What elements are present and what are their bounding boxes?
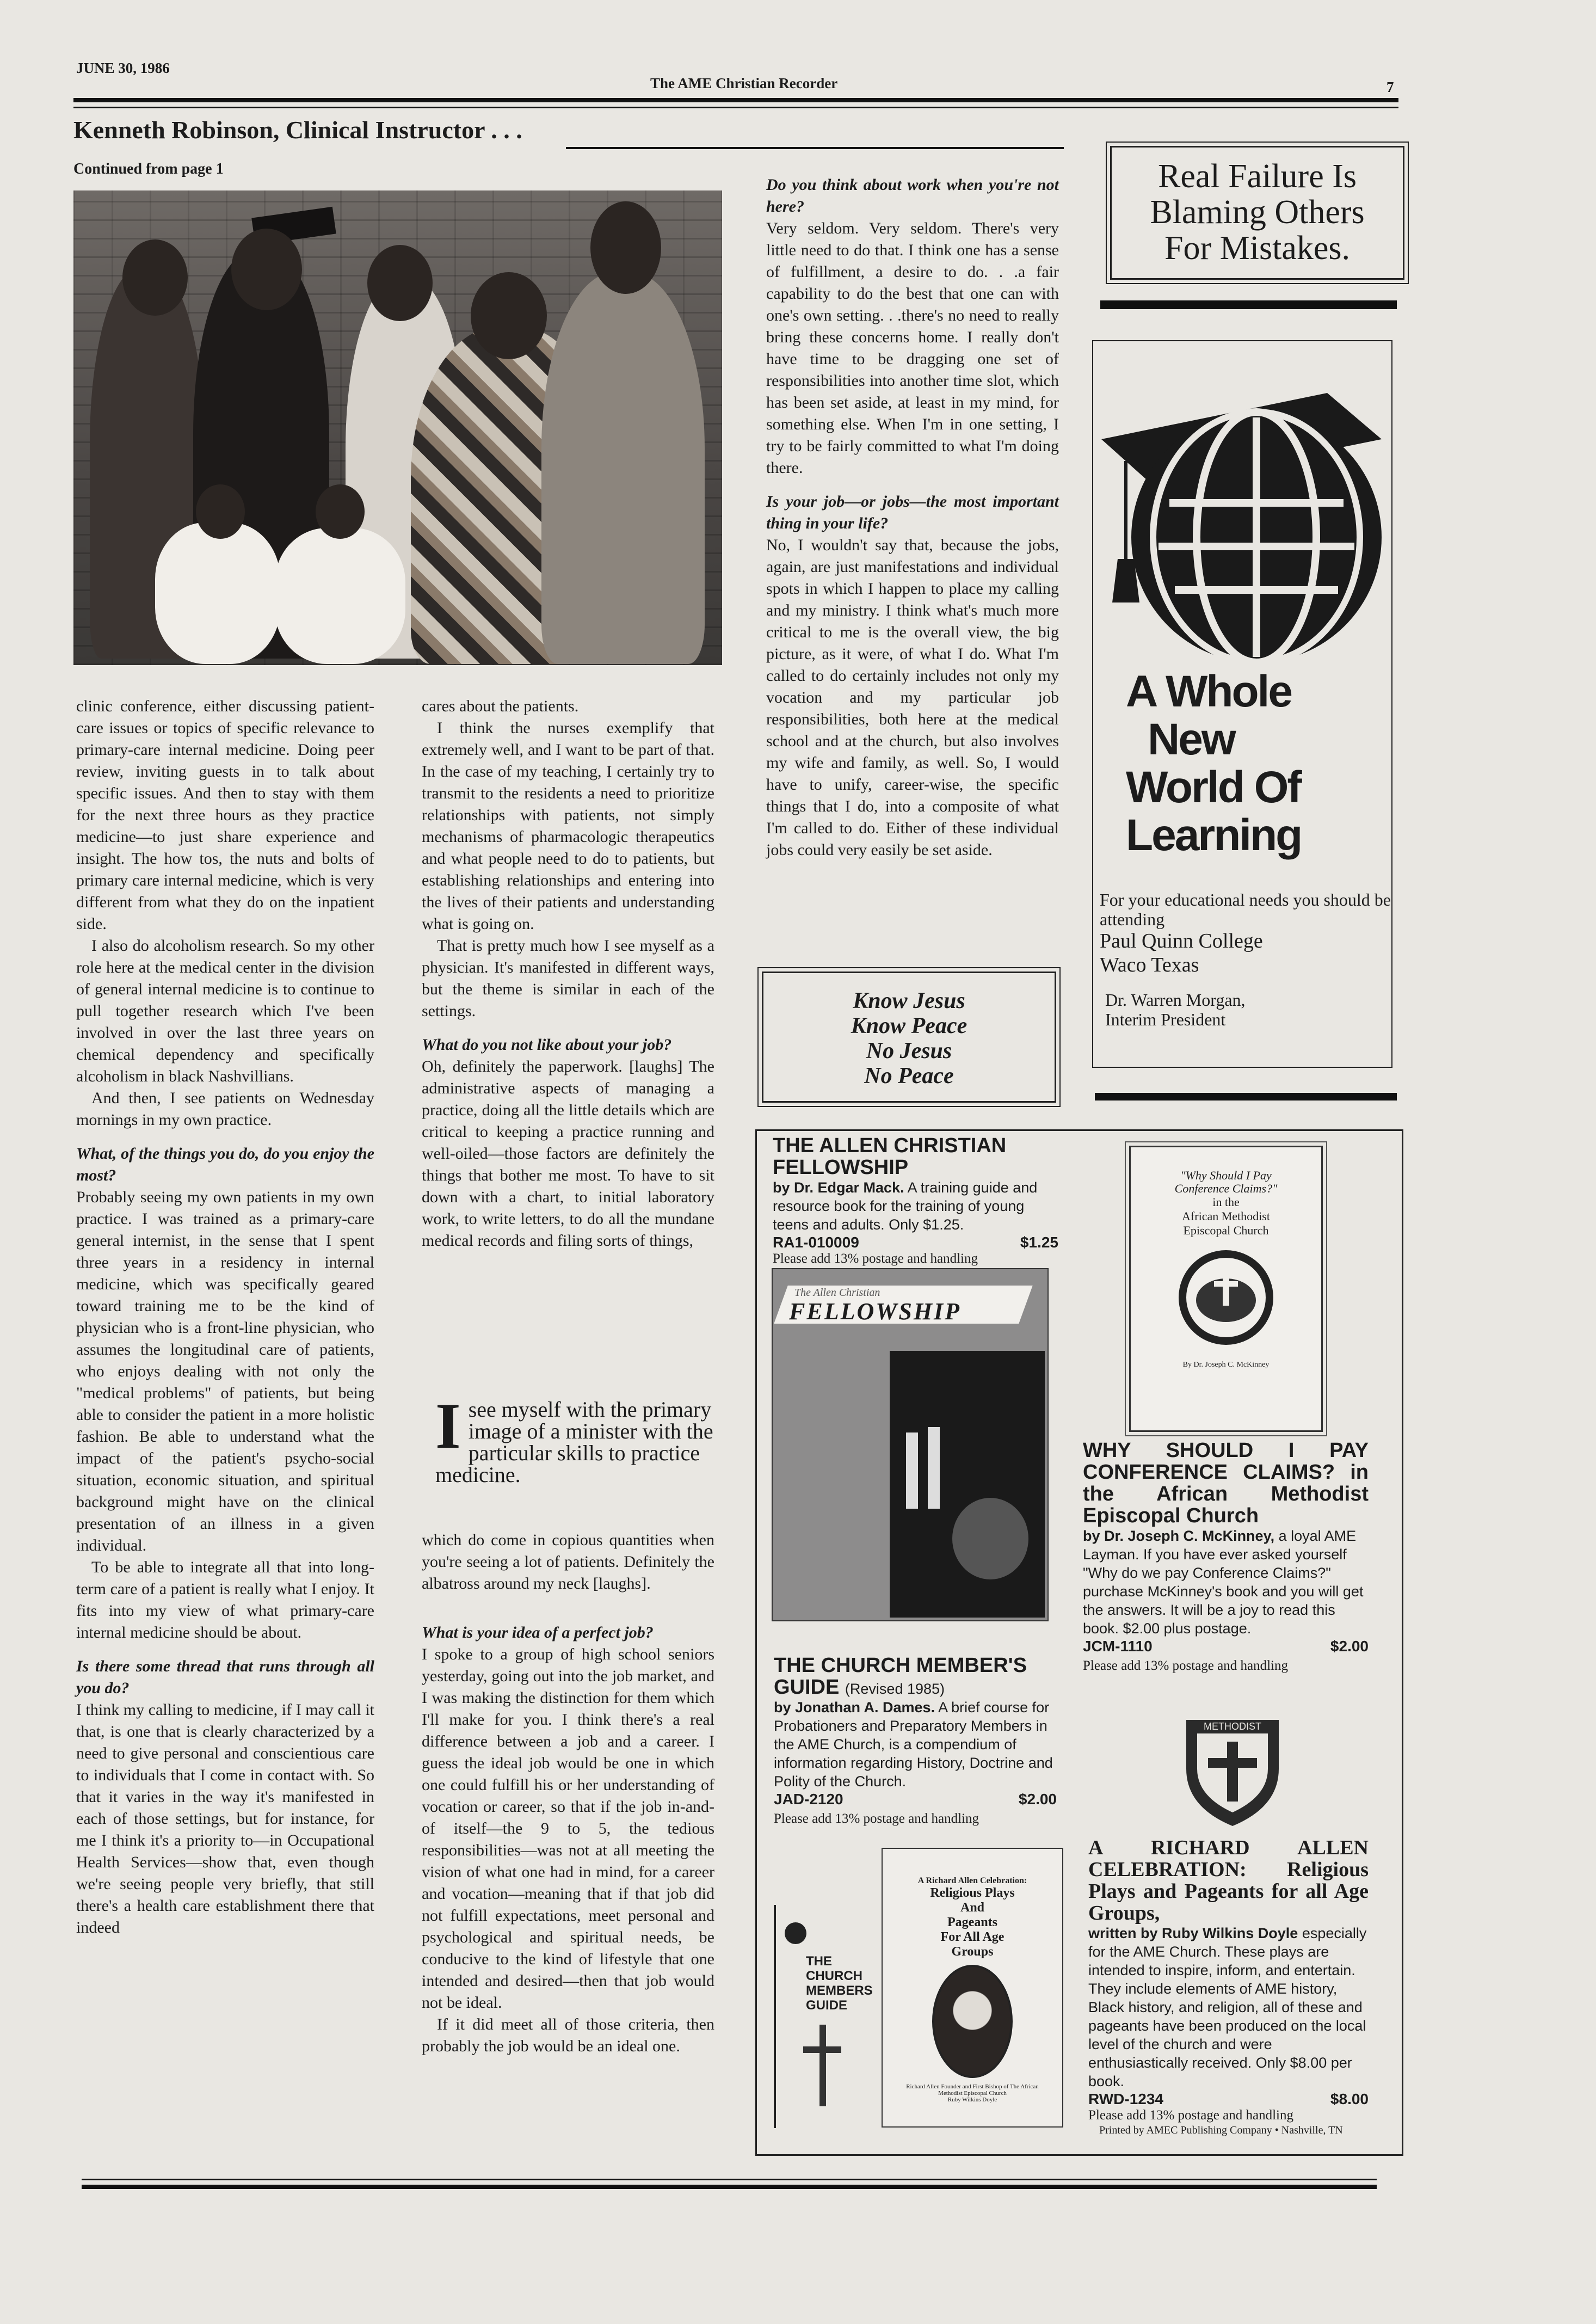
continued-note: Continued from page 1 [73, 161, 224, 177]
real-failure-box: Real Failure Is Blaming Others For Mistakes. [1110, 146, 1404, 280]
methodist-shield-icon [1178, 1709, 1287, 1829]
masthead-rule-thin [73, 107, 1398, 108]
paper-name: The AME Christian Recorder [650, 75, 838, 91]
article-column-3: Do you think about work when you're not here? Very seldom. Very seldom. There's very little need to do that. I think one has a sense of fulfillment, a desire to do. . .a fair capability to do the best that one can with one's own setting. . .there's no need to really bring these concerns home. I really don't have time to be dragging one set of responsibilities into another time slot, which has been set aside, at least in my mind, for something else. When I'm in one setting, I try to be fairly committed to what I'm doing there. Is your job—or jobs—the most important thing in your life? No, I wouldn't say that, because the jobs, again, are just manifestations and individual spots in which I happen to place my calling and my ministry. I think what's much more critical to me is the overall view, the big picture, as it were, of what I do. What I'm called to do certainly includes not only my vocation and my particular job responsibilities, both here at the medical school and at the church, but also involves my wife and family, as well. So, I would have to unify, career-wise, the specific things that I do, into a composite of what I'm called to do. Either of these individual jobs could very easily be set aside. [766, 176, 1059, 859]
mortarboard-globe-icon [1093, 363, 1391, 700]
pull-quote: Isee myself with the primary image of a minister with the particular skills to practice medicine. [435, 1390, 713, 1487]
fellowship-ad: THE ALLEN CHRISTIAN FELLOWSHIP by Dr. Edgar Mack. A training guide and resource book for the training of young teens and adults. Only $1.25. RA1-010009 $1.25 Please add 13% postage and handling [773, 1134, 1058, 1266]
ad-divider-2 [1095, 1093, 1397, 1100]
richard-allen-ad: A RICHARD ALLEN CELEBRATION: Religious Plays and Pageants for all Age Groups, written by Ruby Wilkins Doyle especially for the AME Church. These plays are intended to inspire, inform, and entertain. They include elements of AME history, Black history, and religion, all of these and pageants have been produced on the local level of the church and were enthusiastically received. Only $8.00 per book. RWD-1234 $8.00 Please add 13% postage and handling Printed by AMEC Publishing Company • Nashville, TN [1088, 1836, 1369, 2136]
richard-allen-portrait [932, 1965, 1013, 2078]
ame-church-seal-icon [1177, 1249, 1275, 1347]
svg-text:METHODIST: METHODIST [1204, 1721, 1261, 1732]
paul-quinn-ad: A Whole New World Of Learning For your educational needs you should be attending Paul Quinn College Waco Texas Dr. Warren Morgan, Interim President [1092, 340, 1392, 1068]
footer-rule-thick [82, 2185, 1377, 2189]
article-column-2b: which do come in copious quantities when you're seeing a lot of patients. Definitely the albatross around my neck [laughs]. What is your idea of a perfect job? I spoke to a group of high school seniors yesterday, going out into the job market, and I was making the distinction for them which I'll make for you. I think there's a real difference between a job and a career. I guess the ideal job would be one in which one could fulfill his or her understanding of vocation or career, so that if the job in-and-of itself—the 9 to 5, the tedious responsibilities—was not at all meeting the vision of what one had in mind, for a career and vocation—meaning that if that job did not fulfill expectations, meet personal and psychological and spiritual needs, be conducive to the kind of lifestyle that one intended and desired—then that job would not be ideal. If it did meet all of those criteria, then probably the job would be an ideal one. [422, 1531, 714, 2055]
conference-claims-cover: "Why Should I Pay Conference Claims?" in the African Methodist Episcopal Church By Dr. Joseph C. McKinney [1129, 1146, 1323, 1432]
fellowship-cover: The Allen Christian FELLOWSHIP [772, 1268, 1049, 1621]
article-headline: Kenneth Robinson, Clinical Instructor . . . [73, 116, 522, 144]
richard-allen-plays-cover: A Richard Allen Celebration: Religious Plays And Pageants For All Age Groups Richard Allen Founder and First Bishop of The African Methodist Episcopal Church Ruby Wilkins Doyle [882, 1848, 1063, 2128]
pull-quote-dropcap: I [435, 1390, 461, 1462]
issue-date: JUNE 30, 1986 [76, 60, 170, 76]
family-photo [73, 190, 722, 665]
church-members-guide-ad: THE CHURCH MEMBER'S GUIDE (Revised 1985) by Jonathan A. Dames. A brief course for Probationers and Preparatory Members in the AME Church, is a compendium of information regarding History, Doctrine and Polity of the Church. JAD-2120 $2.00 Please add 13% postage and handling [774, 1654, 1057, 1826]
ad-divider-1 [1100, 300, 1397, 309]
footer-rule-thin [82, 2179, 1377, 2180]
know-jesus-box: Know Jesus Know Peace No Jesus No Peace [762, 972, 1056, 1103]
headline-rule [566, 147, 1064, 149]
church-members-guide-cover: THE CHURCH MEMBERS GUIDE [774, 1905, 882, 2128]
conference-claims-ad: WHY SHOULD I PAY CONFERENCE CLAIMS? in the African Methodist Episcopal Church by Dr. Joseph C. McKinney, a loyal AME Layman. If you have ever asked yourself "Why do we pay Conference Claims?" purchase McKinney's book and you will get the answers. It will be a joy to read this book. $2.00 plus postage. JCM-1110 $2.00 Please add 13% postage and handling [1083, 1439, 1369, 1673]
page-number: 7 [1387, 79, 1394, 95]
article-column-2: cares about the patients. I think the nurses exemplify that extremely well, and I want to be part of that. In the case of my teaching, I certainly try to transmit to the residents a need to prioritize relationships with patients, not simply mechanisms of pharmacologic therapeutics and what people need to do to patients, but establishing relationships and entering into the lives of their patients and understanding what is going on. That is pretty much how I see myself as a physician. It's manifested in different ways, but the theme is similar in each of the settings. What do you not like about your job? Oh, definitely the paperwork. [laughs] The administrative aspects of managing a practice, doing all the little details which are critical to keeping a practice running and well-oiled—those factors are definitely the things that bother me most. To have to sit down with a chart, to initial laboratory work, to write letters, to do all the mundane medical records and filing sorts of things, [422, 697, 714, 1250]
article-column-1: clinic conference, either discussing patient-care issues or topics of specific relevance to primary-care internal medicine. Doing peer review, inviting guests in to talk about specific issues. And then to stay with them for the next three hours as they practice medicine—to just share experience and insight. The how tos, the nuts and bolts of primary care internal medicine, which is very different from what they do on the inpatient side. I also do alcoholism research. So my other role here at the medical center in the division of general internal medicine is to continue to pull together research which I've been involved in over the last three years on chemical dependency and specifically alcoholism in black Nashvillians. And then, I see patients on Wednesday mornings in my own practice. What, of the things you do, do you enjoy the most? Probably seeing my own patients in my own practice. I was trained as a primary-care general internist, in the sense that I spent three years in a residency in internal medicine, which was specifically geared toward training me to be the kind of physician who is a front-line physician, who assumes the longitudinal care of patients, who enjoys dealing with not only the "medical problems" of patients, but being able to consider the patient in a more holistic fashion. Be able to understand what the impact of the patient's psycho-social situation, economic situation, and spiritual background might have on the clinical presentation of an illness in a given individual. To be able to integrate all that into long-term care of a patient is really what I enjoy. It fits into my view of what primary-care internal medicine should be about. Is there some thread that runs through all you do? I think my calling to medicine, if I may call it that, is one that is clearly characterized by a need to give personal and conscientious care to individuals that I come in contact with. So that it varies in the way it's manifested in each of those settings, but for instance, for me I think it's a priority to—in Occupational Health Services—show that, even though we're seeing people very briefly, that still there's a health care establishment there that indeed [76, 697, 374, 1936]
masthead-rule-thick [73, 98, 1398, 102]
